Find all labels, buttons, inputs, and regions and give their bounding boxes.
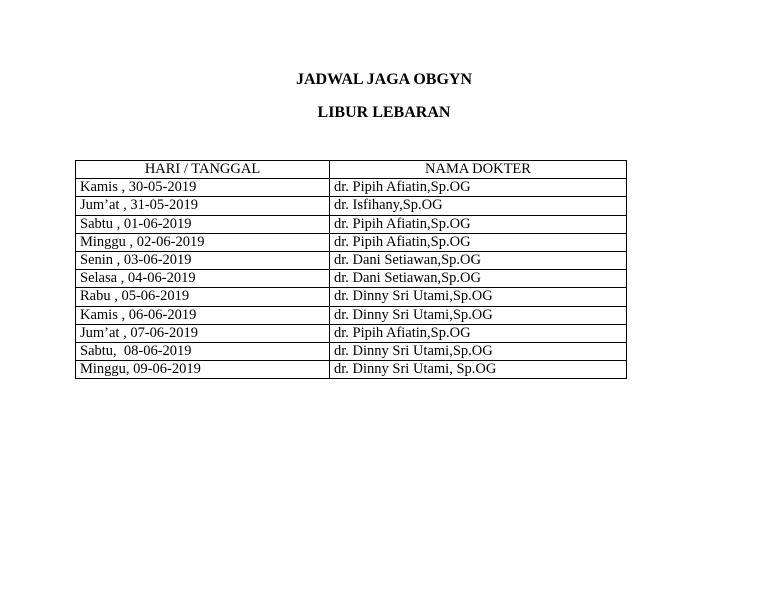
cell-doctor: dr. Dani Setiawan,Sp.OG [330, 251, 627, 269]
table-header-row [76, 161, 627, 179]
table-row [76, 361, 627, 379]
cell-doctor: dr. Pipih Afiatin,Sp.OG [330, 179, 627, 197]
table-row [76, 179, 627, 197]
cell-date: Kamis , 06-06-2019 [76, 306, 330, 324]
cell-doctor: dr. Pipih Afiatin,Sp.OG [330, 233, 627, 251]
cell-date: Senin , 03-06-2019 [76, 251, 330, 269]
cell-date: Kamis , 30-05-2019 [76, 179, 330, 197]
table-row [76, 251, 627, 269]
cell-date: Minggu , 02-06-2019 [76, 233, 330, 251]
table-row [76, 306, 627, 324]
table-row [76, 233, 627, 251]
cell-date: Sabtu , 01-06-2019 [76, 215, 330, 233]
cell-date: Rabu , 05-06-2019 [76, 288, 330, 306]
header-hari-tanggal: HARI / TANGGAL [76, 161, 330, 179]
header-nama-dokter: NAMA DOKTER [330, 161, 627, 179]
table-row [76, 342, 627, 360]
cell-doctor: dr. Pipih Afiatin,Sp.OG [330, 324, 627, 342]
table-row [76, 324, 627, 342]
cell-doctor: dr. Pipih Afiatin,Sp.OG [330, 215, 627, 233]
cell-doctor: dr. Dinny Sri Utami,Sp.OG [330, 288, 627, 306]
cell-doctor: dr. Dinny Sri Utami,Sp.OG [330, 306, 627, 324]
table-row [76, 197, 627, 215]
cell-date: Sabtu, 08-06-2019 [76, 342, 330, 360]
table-row [76, 270, 627, 288]
page-subtitle: LIBUR LEBARAN [317, 104, 451, 121]
schedule-table [75, 160, 627, 379]
table-row [76, 288, 627, 306]
cell-date: Minggu, 09-06-2019 [76, 361, 330, 379]
cell-doctor: dr. Isfihany,Sp.OG [330, 197, 627, 215]
cell-doctor: dr. Dinny Sri Utami,Sp.OG [330, 342, 627, 360]
page-title: JADWAL JAGA OBGYN [295, 71, 473, 88]
cell-date: Jum’at , 31-05-2019 [76, 197, 330, 215]
cell-date: Selasa , 04-06-2019 [76, 270, 330, 288]
cell-doctor: dr. Dinny Sri Utami, Sp.OG [330, 361, 627, 379]
cell-date: Jum’at , 07-06-2019 [76, 324, 330, 342]
cell-doctor: dr. Dani Setiawan,Sp.OG [330, 270, 627, 288]
table-row [76, 215, 627, 233]
